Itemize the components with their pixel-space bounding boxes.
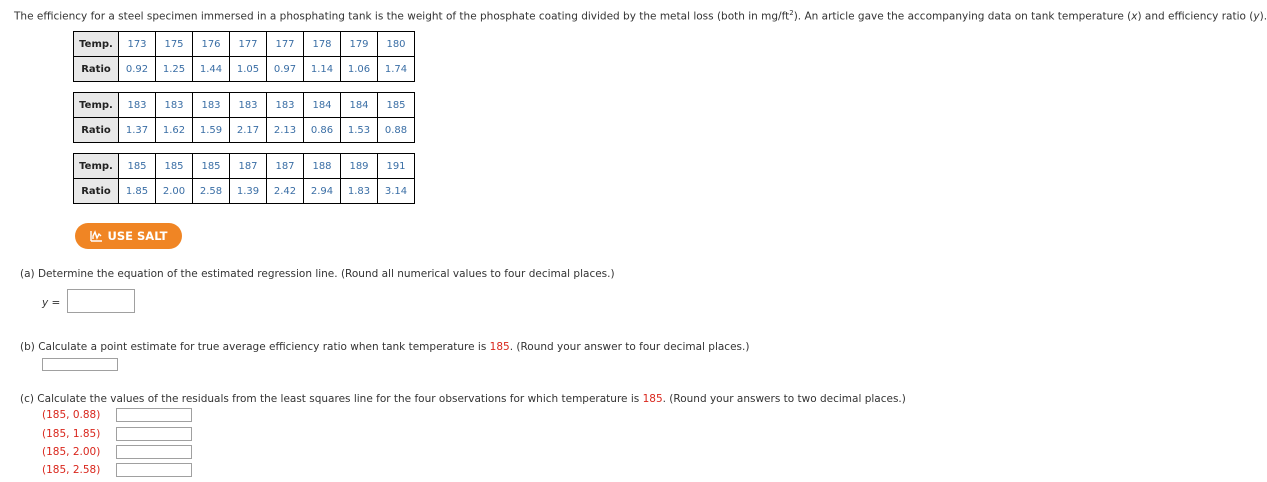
temp-cell: 183 (193, 93, 230, 118)
ratio-cell: 1.39 (230, 179, 267, 204)
temp-row (74, 154, 415, 179)
temp-cell: 185 (193, 154, 230, 179)
temp-header: Temp. (74, 154, 119, 179)
data-table-1 (73, 31, 415, 82)
intro-x-var: x (1131, 10, 1138, 23)
part-a-prompt: (a) Determine the equation of the estimated regression line. (Round all numerical values to four decimal places.) (20, 268, 615, 280)
temp-cell: 173 (119, 32, 156, 57)
part-b-temp: 185 (489, 341, 510, 353)
ratio-cell: 1.14 (304, 57, 341, 82)
temp-row (74, 32, 415, 57)
ratio-header: Ratio (74, 57, 119, 82)
temp-cell: 184 (341, 93, 378, 118)
temp-cell: 179 (341, 32, 378, 57)
ratio-cell: 2.13 (267, 118, 304, 143)
temp-cell: 185 (156, 154, 193, 179)
temp-cell: 178 (304, 32, 341, 57)
ratio-cell: 1.59 (193, 118, 230, 143)
ratio-cell: 1.62 (156, 118, 193, 143)
residual-input-4[interactable] (116, 463, 192, 477)
part-b-text: (b) Calculate a point estimate for true average efficiency ratio when tank temperature is (20, 341, 490, 353)
temp-row (74, 93, 415, 118)
intro-y-var: y (1253, 10, 1260, 23)
ratio-cell: 0.88 (378, 118, 415, 143)
regression-equation-input[interactable] (67, 289, 135, 313)
part-c-prompt (20, 393, 906, 405)
residual-point-label: (185, 2.00) (42, 446, 101, 458)
ratio-header: Ratio (74, 179, 119, 204)
ratio-row (74, 179, 415, 204)
part-b-text: . (Round your answer to four decimal places.) (509, 341, 750, 353)
ratio-cell: 2.00 (156, 179, 193, 204)
temp-cell: 187 (267, 154, 304, 179)
ratio-cell: 2.94 (304, 179, 341, 204)
temp-cell: 177 (267, 32, 304, 57)
temp-cell: 191 (378, 154, 415, 179)
ratio-cell: 0.86 (304, 118, 341, 143)
intro-text: ). (1259, 10, 1267, 23)
residual-point-label: (185, 0.88) (42, 409, 101, 421)
temp-cell: 184 (304, 93, 341, 118)
residual-input-1[interactable] (116, 408, 192, 422)
temp-cell: 185 (378, 93, 415, 118)
part-c-text: (c) Calculate the values of the residuals from the least squares line for the four observations for which temperature is (20, 393, 643, 405)
temp-cell: 177 (230, 32, 267, 57)
equals-sign: = (48, 297, 61, 309)
temp-cell: 183 (156, 93, 193, 118)
intro-superscript: 2 (789, 9, 794, 17)
residual-point-label: (185, 2.58) (42, 464, 101, 476)
ratio-header: Ratio (74, 118, 119, 143)
data-table-2 (73, 92, 415, 143)
part-c-text: . (Round your answers to two decimal places.) (662, 393, 906, 405)
data-table-3 (73, 153, 415, 204)
temp-cell: 183 (267, 93, 304, 118)
ratio-cell: 2.58 (193, 179, 230, 204)
intro-text: ) and efficiency ratio ( (1137, 10, 1254, 23)
ratio-cell: 1.25 (156, 57, 193, 82)
part-c-temp: 185 (642, 393, 663, 405)
ratio-cell: 0.92 (119, 57, 156, 82)
ratio-cell: 1.06 (341, 57, 378, 82)
ratio-cell: 1.74 (378, 57, 415, 82)
y-var: y (42, 297, 49, 309)
ratio-cell: 1.53 (341, 118, 378, 143)
ratio-cell: 1.85 (119, 179, 156, 204)
temp-cell: 188 (304, 154, 341, 179)
temp-cell: 180 (378, 32, 415, 57)
temp-cell: 176 (193, 32, 230, 57)
problem-intro (14, 9, 1267, 23)
y-equals-label (42, 297, 60, 309)
use-salt-button[interactable] (75, 223, 182, 249)
ratio-cell: 1.05 (230, 57, 267, 82)
ratio-cell: 1.83 (341, 179, 378, 204)
point-estimate-input[interactable] (42, 358, 118, 371)
temp-header: Temp. (74, 93, 119, 118)
intro-text: The efficiency for a steel specimen immersed in a phosphating tank is the weight of the phosphate coating divided by the metal loss (both in mg/ft (14, 10, 790, 23)
ratio-cell: 1.44 (193, 57, 230, 82)
residual-point-label: (185, 1.85) (42, 428, 101, 440)
ratio-cell: 2.42 (267, 179, 304, 204)
ratio-row (74, 57, 415, 82)
ratio-row (74, 118, 415, 143)
part-b-prompt (20, 341, 749, 353)
temp-cell: 183 (119, 93, 156, 118)
temp-cell: 185 (119, 154, 156, 179)
temp-header: Temp. (74, 32, 119, 57)
residual-input-3[interactable] (116, 445, 192, 459)
residual-input-2[interactable] (116, 427, 192, 441)
temp-cell: 183 (230, 93, 267, 118)
ratio-cell: 2.17 (230, 118, 267, 143)
temp-cell: 175 (156, 32, 193, 57)
temp-cell: 187 (230, 154, 267, 179)
temp-cell: 189 (341, 154, 378, 179)
ratio-cell: 0.97 (267, 57, 304, 82)
salt-chart-icon (90, 230, 103, 242)
ratio-cell: 1.37 (119, 118, 156, 143)
ratio-cell: 3.14 (378, 179, 415, 204)
intro-text: ). An article gave the accompanying data on tank temperature ( (793, 10, 1132, 23)
use-salt-label: USE SALT (107, 229, 168, 243)
